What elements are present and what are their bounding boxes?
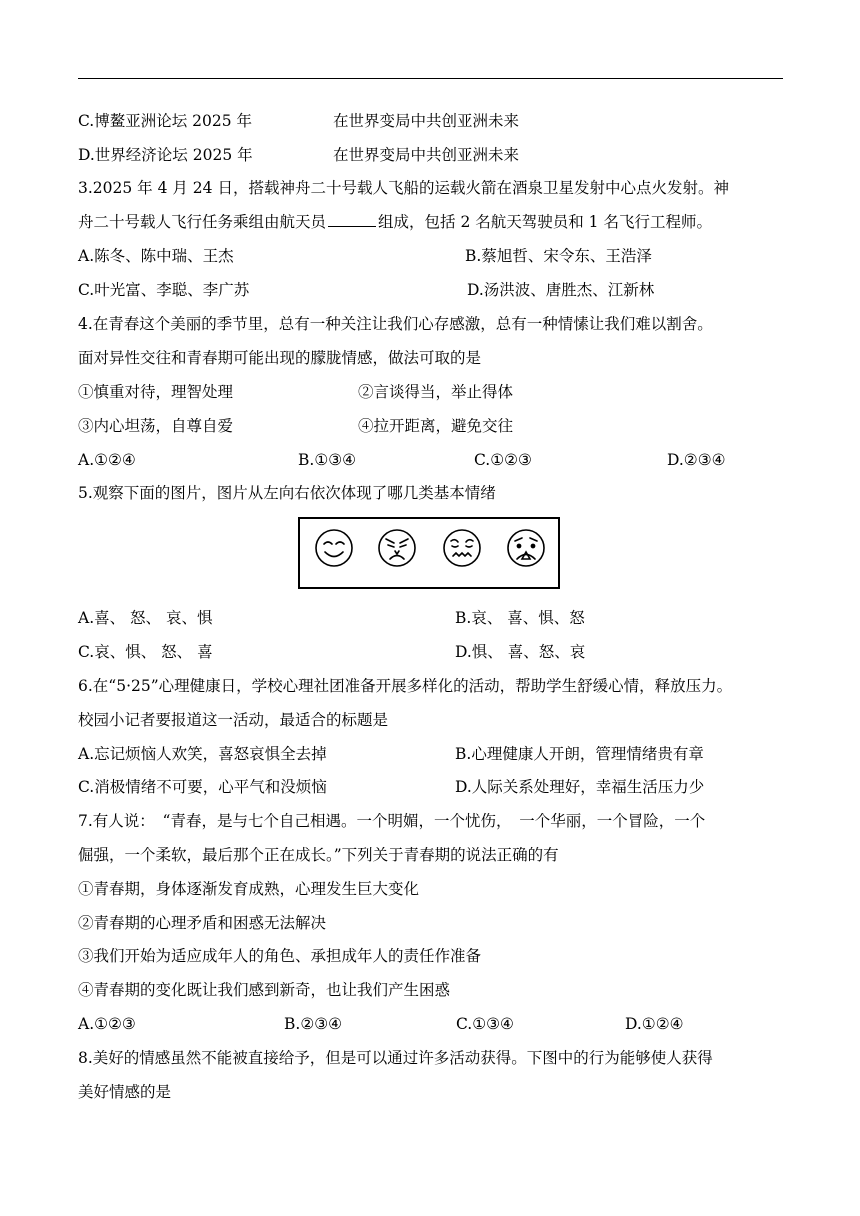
q6-option-b: B.心理健康人开朗，管理情绪贵有章 (455, 745, 704, 763)
q7-statement-3: ③我们开始为适应成年人的角色、承担成年人的责任作准备 (78, 947, 482, 965)
q7-stem-line1: 7.有人说： “青春，是与七个自己相遇。一个明媚，一个忧伤， 一个华丽，一个冒险，一个 (78, 812, 706, 830)
q5-stem: 5.观察下面的图片，图片从左向右依次体现了哪几类基本情绪 (78, 484, 496, 502)
q4-option-d: D.②③④ (667, 451, 726, 469)
q5-option-b: B.哀、 喜、惧、怒 (455, 609, 585, 627)
q4-option-b: B.①③④ (298, 451, 357, 469)
q5-option-c: C.哀、惧、 怒、 喜 (78, 643, 213, 661)
q4-statement-3: ③内心坦荡，自尊自爱 (78, 417, 234, 435)
q7-option-c: C.①③④ (456, 1015, 514, 1033)
q2-option-d-label: D.世界经济论坛 2025 年 (78, 146, 253, 164)
q4-stem-line1: 4.在青春这个美丽的季节里，总有一种关注让我们心存感激，总有一种情愫让我们难以割舍。 (78, 315, 713, 333)
header-rule (78, 78, 783, 79)
q7-statement-1: ①青春期，身体逐渐发育成熟，心理发生巨大变化 (78, 880, 420, 898)
q6-option-a: A.忘记烦恼人欢笑，喜怒哀惧全去掉 (78, 745, 327, 763)
q3-stem-part-b: 组成，包括 2 名航天驾驶员和 1 名飞行工程师。 (378, 213, 712, 231)
q3-option-b: B.蔡旭哲、宋令东、王浩泽 (465, 247, 652, 265)
q7-stem-line2: 倔强，一个柔软，最后那个正在成长。”下列关于青春期的说法正确的有 (78, 846, 559, 864)
sad-face-icon (508, 530, 544, 566)
q3-stem-part-a: 舟二十号载人飞行任务乘组由航天员 (78, 213, 327, 231)
q2-option-d (78, 145, 253, 165)
q7-statement-4: ④青春期的变化既让我们感到新奇，也让我们产生困惑 (78, 981, 451, 999)
q6-stem-line2: 校园小记者要报道这一活动，最适合的标题是 (78, 711, 389, 729)
answer-blank (328, 212, 376, 227)
q3-stem-line2 (78, 212, 712, 232)
q4-statement-4: ④拉开距离，避免交往 (358, 417, 514, 435)
q7-option-b: B.②③④ (284, 1015, 343, 1033)
q7-option-a: A.①②③ (78, 1015, 136, 1033)
q8-stem-line1: 8.美好的情感虽然不能被直接给予，但是可以通过许多活动获得。下图中的行为能够使人获得 (78, 1049, 713, 1067)
q2-option-c-theme: 在世界变局中共创亚洲未来 (333, 112, 520, 130)
smiling-face-icon (316, 530, 352, 566)
q6-stem-line1: 6.在“5·25”心理健康日，学校心理社团准备开展多样化的活动，帮助学生舒缓心情，释放压力。 (78, 677, 733, 695)
q8-stem-line2: 美好情感的是 (78, 1083, 172, 1101)
angry-face-icon (379, 530, 415, 566)
q5-option-a: A.喜、 怒、 哀、惧 (78, 609, 213, 627)
emotion-faces-figure (298, 517, 560, 589)
q6-option-d: D.人际关系处理好，幸福生活压力少 (455, 778, 705, 796)
q3-option-c: C.叶光富、李聪、李广苏 (78, 281, 250, 299)
q7-statement-2: ②青春期的心理矛盾和困惑无法解决 (78, 914, 327, 932)
q4-option-c: C.①②③ (474, 451, 532, 469)
q3-option-a: A.陈冬、陈中瑞、王杰 (78, 247, 234, 265)
q4-option-a: A.①②④ (78, 451, 136, 469)
q3-option-d: D.汤洪波、唐胜杰、江新林 (467, 281, 655, 299)
q6-option-c: C.消极情绪不可要，心平气和没烦恼 (78, 778, 327, 796)
q3-stem-line1: 3.2025 年 4 月 24 日，搭载神舟二十号载人飞船的运载火箭在酒泉卫星发射中心点火发射。神 (78, 179, 729, 197)
q2-option-c (78, 111, 252, 131)
q4-statement-1: ①慎重对待，理智处理 (78, 383, 234, 401)
q5-option-d: D.惧、 喜、怒、哀 (455, 643, 586, 661)
q4-stem-line2: 面对异性交往和青春期可能出现的朦胧情感，做法可取的是 (78, 349, 482, 367)
q4-statement-2: ②言谈得当，举止得体 (358, 383, 514, 401)
q2-option-d-theme: 在世界变局中共创亚洲未来 (333, 146, 520, 164)
scared-face-icon (444, 530, 480, 566)
q2-option-c-label: C.博鳌亚洲论坛 2025 年 (78, 112, 253, 130)
q7-option-d: D.①②④ (625, 1015, 684, 1033)
emotion-faces-svg (300, 519, 558, 587)
